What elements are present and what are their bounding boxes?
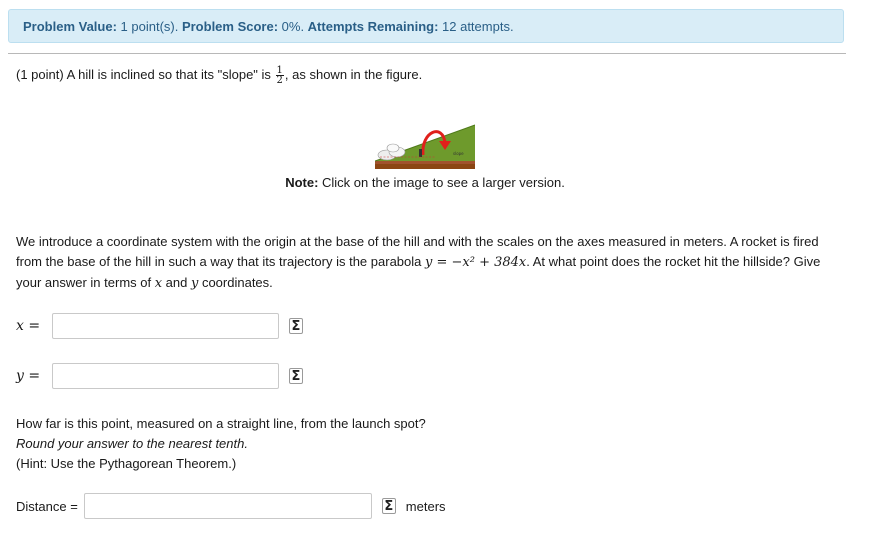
svg-text:slope: slope	[453, 151, 464, 156]
x-answer-row	[16, 313, 303, 339]
problem-status-bar	[8, 9, 844, 43]
statement-part2: . At what point does the rocket hit the hillside? Give your answer in terms of	[16, 254, 821, 290]
intro-text-after: , as shown in the figure.	[284, 66, 423, 82]
problem-score-text: 0%.	[278, 18, 308, 34]
x-equation-editor-icon[interactable]: Σ	[289, 318, 303, 334]
y-label: y =	[16, 368, 41, 384]
distance-unit: meters	[405, 498, 446, 514]
problem-value-text: 1 point(s).	[116, 18, 182, 34]
statement-part3: coordinates.	[198, 275, 273, 290]
slope-fraction	[276, 66, 284, 85]
x-answer-input[interactable]	[52, 313, 279, 339]
hill-rocket-image	[375, 117, 475, 172]
distance-answer-input[interactable]	[84, 493, 372, 519]
pythagorean-hint: (Hint: Use the Pythagorean Theorem.)	[16, 456, 237, 471]
y-equation-editor-icon[interactable]: Σ	[289, 368, 303, 384]
slope-denominator: 2	[276, 75, 283, 86]
distance-equation-editor-icon[interactable]: Σ	[382, 498, 396, 514]
y-answer-input[interactable]	[52, 363, 279, 389]
var-y: y	[190, 276, 199, 291]
problem-intro	[16, 66, 422, 85]
divider	[8, 53, 846, 54]
hill-rocket-figure[interactable]	[375, 117, 475, 172]
x-label: x =	[16, 318, 41, 334]
statement-part1: We introduce a coordinate system with the origin at the base of the hill and with the scales on the axes measured in meters. A rocket is fired from the base of the hill in such a way that its trajectory is the parabola	[16, 234, 819, 269]
problem-score-label: Problem Score:	[181, 18, 279, 34]
y-answer-row	[16, 363, 303, 389]
attempts-remaining-label: Attempts Remaining:	[307, 18, 439, 34]
attempts-remaining-text: 12 attempts.	[438, 18, 514, 34]
and-text: and	[162, 275, 191, 290]
distance-answer-row	[16, 493, 446, 519]
figure-note	[0, 175, 850, 190]
parabola-equation: y = −x² + 384x	[425, 255, 527, 270]
var-x: x	[154, 276, 163, 291]
distance-label: Distance =	[16, 498, 78, 514]
slope-numerator: 1	[276, 65, 283, 76]
intro-text-before: (1 point) A hill is inclined so that its "slope" is	[16, 66, 275, 82]
distance-question-text: How far is this point, measured on a straight line, from the launch spot?	[16, 416, 426, 431]
note-text: Click on the image to see a larger version.	[318, 175, 565, 190]
note-label: Note:	[285, 175, 319, 190]
rounding-instruction: Round your answer to the nearest tenth.	[16, 436, 248, 451]
problem-statement	[16, 232, 826, 294]
problem-value-label: Problem Value:	[23, 18, 117, 34]
distance-question	[16, 414, 426, 474]
